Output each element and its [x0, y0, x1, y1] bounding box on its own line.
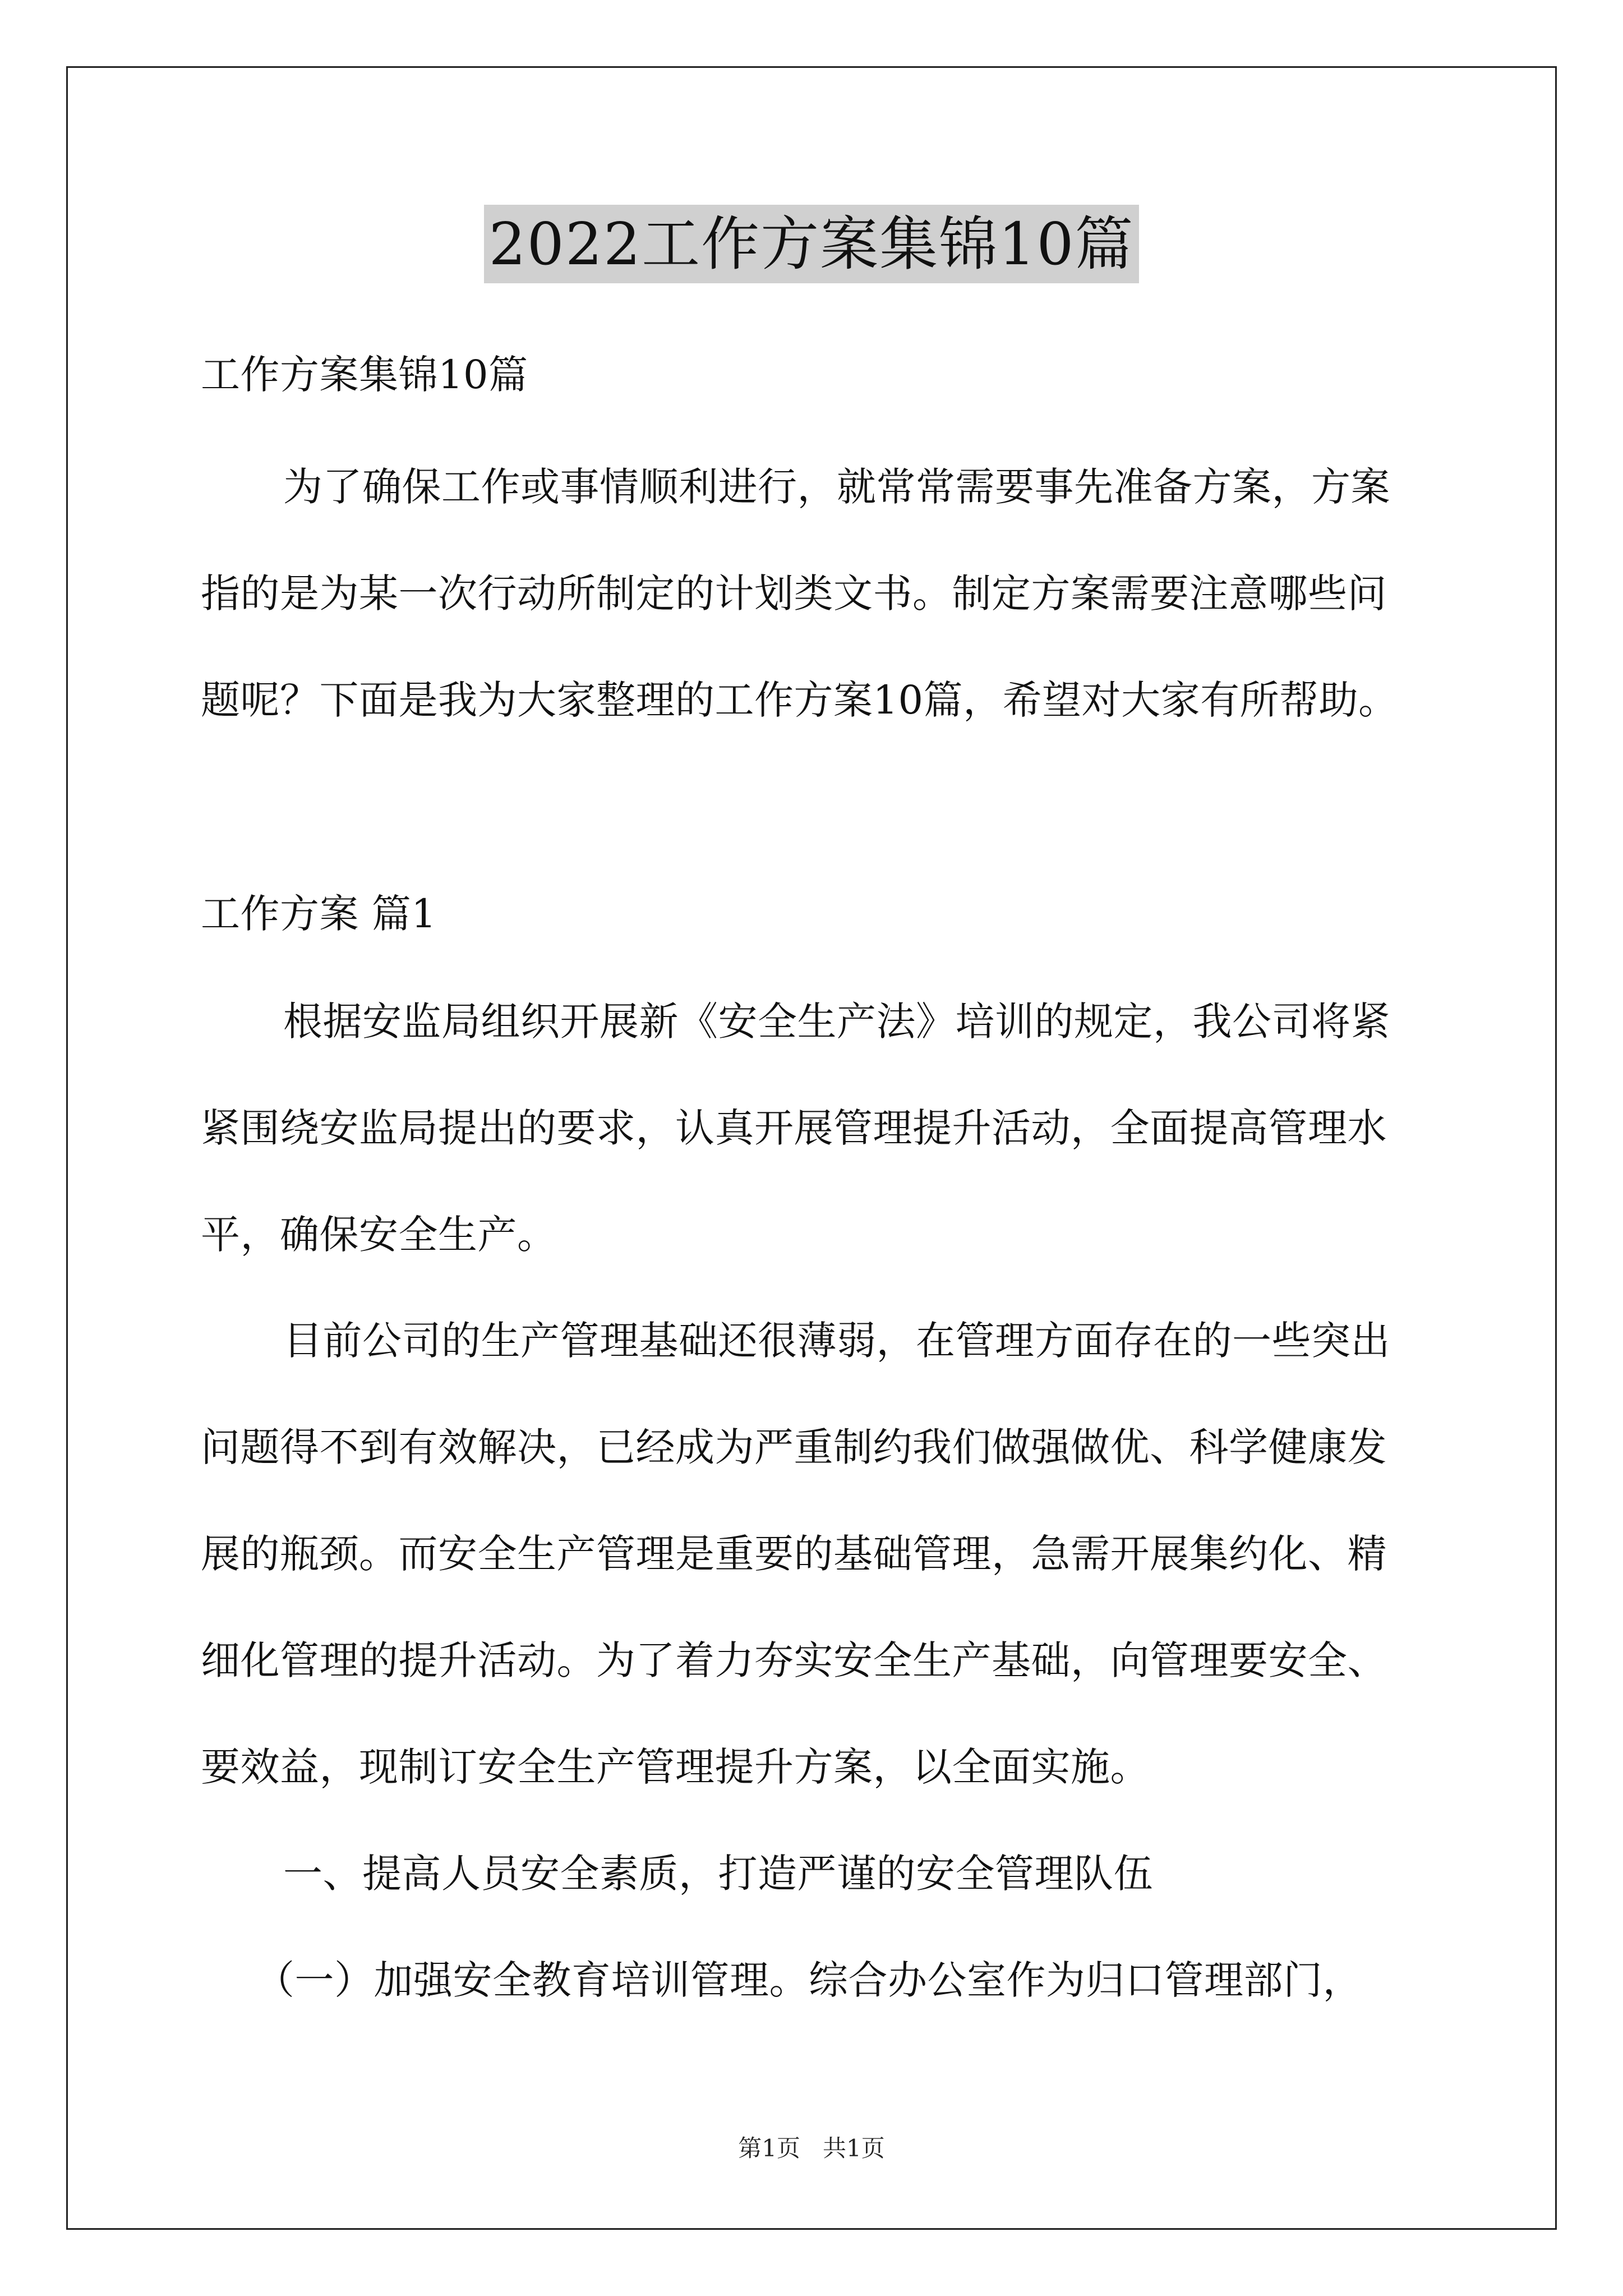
intro-line-1: 为了确保工作或事情顺利进行，就常常需要事先准备方案，方案: [283, 464, 1390, 510]
intro-line-3: 题呢？下面是我为大家整理的工作方案10篇，希望对大家有所帮助。: [201, 677, 1398, 723]
para2-line-1: 目前公司的生产管理基础还很薄弱，在管理方面存在的一些突出: [283, 1318, 1390, 1364]
title-container: [0, 205, 1623, 283]
item-1-sub: （一）加强安全教育培训管理。综合办公室作为归口管理部门，: [255, 1957, 1362, 2003]
para1-line-2: 紧围绕安监局提出的要求，认真开展管理提升活动，全面提高管理水: [201, 1105, 1387, 1151]
para2-line-2: 问题得不到有效解决，已经成为严重制约我们做强做优、科学健康发: [201, 1424, 1387, 1470]
para1-line-1: 根据安监局组织开展新《安全生产法》培训的规定，我公司将紧: [283, 999, 1390, 1045]
subtitle: 工作方案集锦10篇: [201, 352, 528, 398]
page-title: 2022工作方案集锦10篇: [484, 205, 1138, 283]
para1-line-3: 平，确保安全生产。: [201, 1212, 557, 1258]
section-heading: 工作方案 篇1: [201, 891, 437, 937]
para2-line-3: 展的瓶颈。而安全生产管理是重要的基础管理，急需开展集约化、精: [201, 1531, 1387, 1577]
item-1-heading: 一、提高人员安全素质，打造严谨的安全管理队伍: [283, 1851, 1153, 1897]
page-footer: 第1页 共1页: [738, 2134, 885, 2162]
intro-line-2: 指的是为某一次行动所制定的计划类文书。制定方案需要注意哪些问: [201, 570, 1387, 616]
para2-line-5: 要效益，现制订安全生产管理提升方案，以全面实施。: [201, 1744, 1150, 1790]
para2-line-4: 细化管理的提升活动。为了着力夯实安全生产基础，向管理要安全、: [201, 1637, 1387, 1683]
